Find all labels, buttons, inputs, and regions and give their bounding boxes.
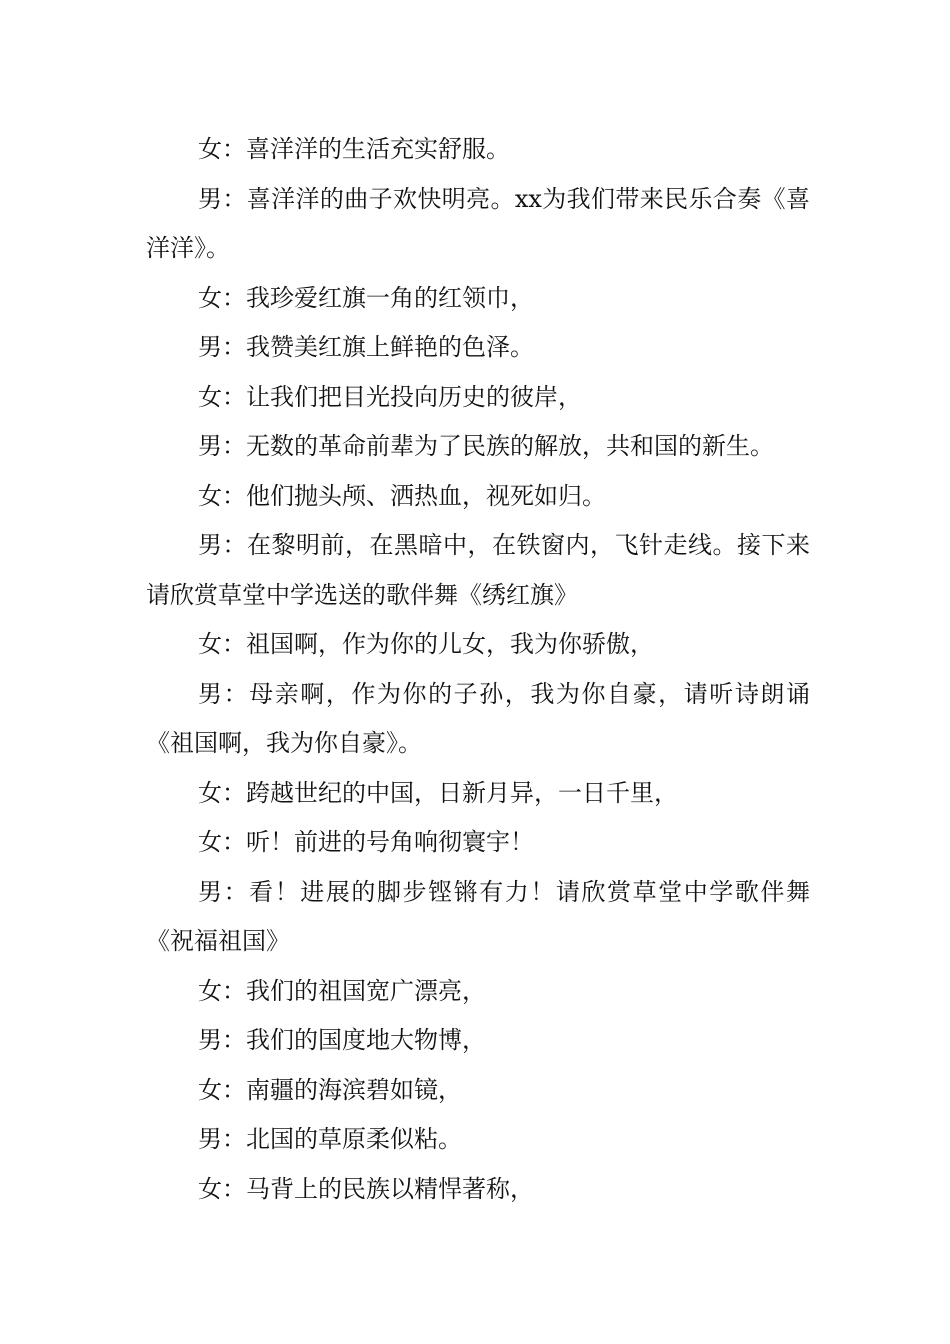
dialogue-line: 女：让我们把目光投向历史的彼岸， [198, 382, 582, 411]
dialogue-line: 男：北国的草原柔似粘。 [198, 1125, 462, 1153]
dialogue-line: 女：他们抛头颅、洒热血，视死如归。 [198, 481, 606, 510]
dialogue-line: 女：祖国啊，作为你的儿女，我为你骄傲， [198, 630, 654, 658]
dialogue-line: 男：我们的国度地大物博， [198, 1026, 486, 1054]
dialogue-line: 女：我们的祖国宽广漂亮， [198, 976, 486, 1005]
dialogue-line: 女：南疆的海滨碧如镜， [198, 1075, 462, 1104]
dialogue-line: 男：喜洋洋的曲子欢快明亮。xx为我们带来民乐合奏《喜洋洋》。 [146, 184, 810, 262]
dialogue-line: 男：我赞美红旗上鲜艳的色泽。 [198, 333, 534, 361]
document-body [146, 125, 810, 1214]
dialogue-line: 男：母亲啊，作为你的子孙，我为你自豪，请听诗朗诵《祖国啊，我为你自豪》。 [146, 679, 810, 757]
dialogue-line: 女：马背上的民族以精悍著称， [198, 1174, 534, 1203]
dialogue-line: 女：我珍爱红旗一角的红领巾， [198, 283, 534, 312]
dialogue-line: 女：喜洋洋的生活充实舒服。 [198, 135, 510, 163]
dialogue-line: 男：在黎明前，在黑暗中，在铁窗内，飞针走线。接下来请欣赏草堂中学选送的歌伴舞《绣红旗》 [146, 531, 810, 609]
dialogue-line: 女：听！前进的号角响彻寰宇！ [198, 828, 534, 856]
dialogue-line: 女：跨越世纪的中国，日新月异，一日千里， [198, 778, 678, 807]
dialogue-line: 男：看！进展的脚步铿锵有力！请欣赏草堂中学歌伴舞《祝福祖国》 [146, 877, 810, 955]
dialogue-line: 男：无数的革命前辈为了民族的解放，共和国的新生。 [198, 432, 774, 460]
